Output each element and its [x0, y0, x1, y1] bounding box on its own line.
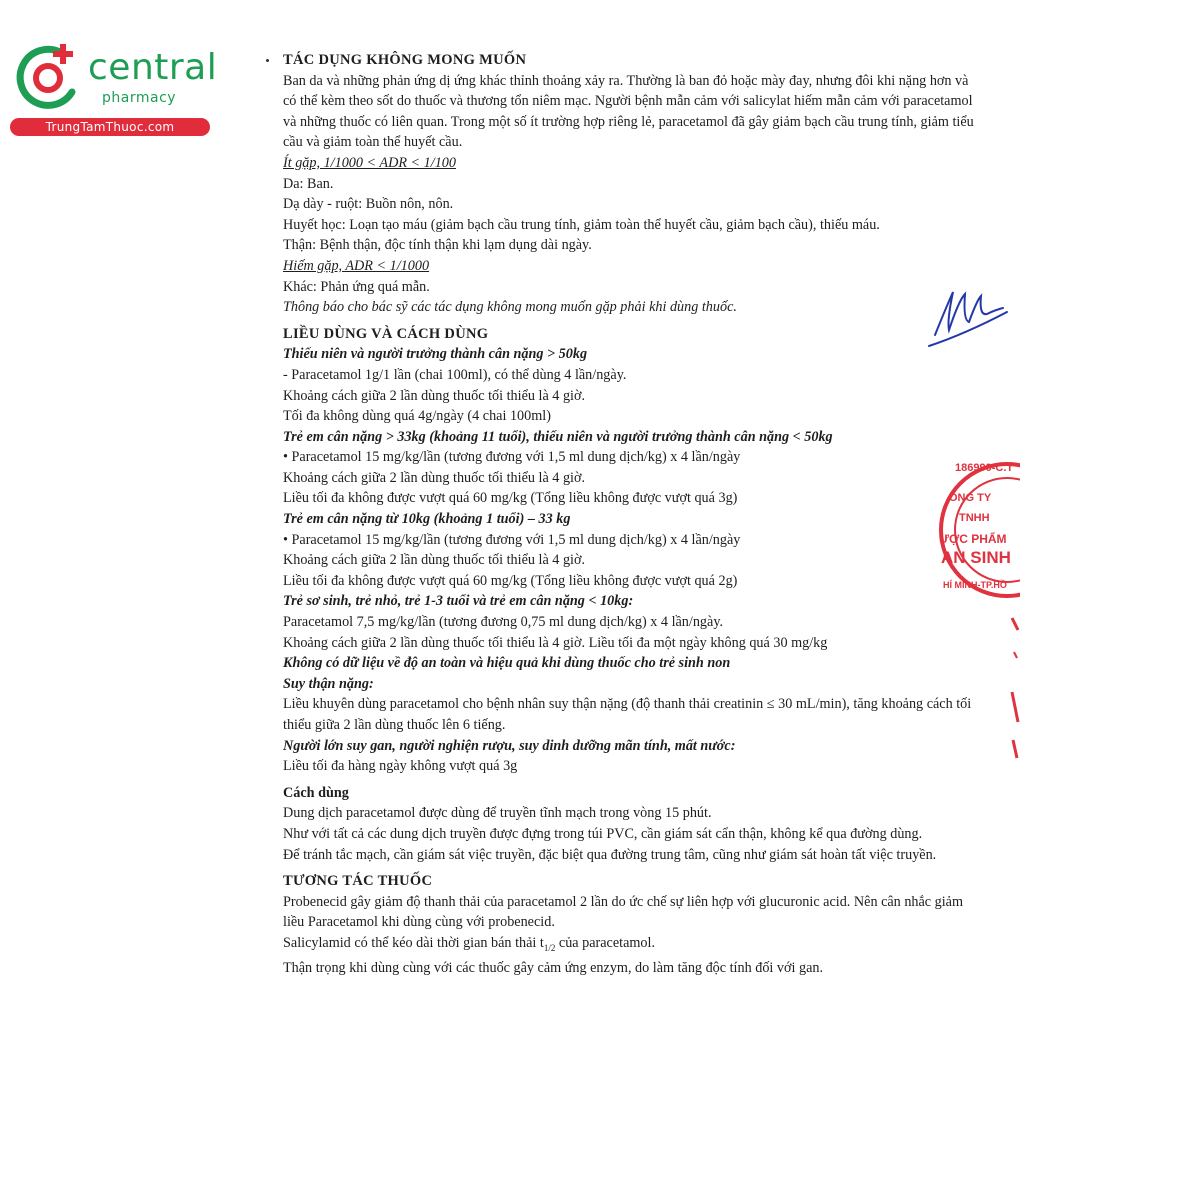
uncommon-heading: Ít gặp, 1/1000 < ADR < 1/100: [283, 154, 456, 171]
usage-line: Để tránh tắc mạch, cần giám sát việc truyền, đặc biệt qua đường trung tâm, cũng như giám sát hoàn tất việc truyền.: [283, 846, 937, 863]
interactions-title: TƯƠNG TÁC THUỐC: [283, 873, 433, 890]
dosage-group-heading: Trẻ em cân nặng > 33kg (khoảng 11 tuổi), thiếu niên và người trưởng thành cân nặng < 50kg: [283, 428, 833, 445]
dosage-line: Khoảng cách giữa 2 lần dùng thuốc tối thiểu là 4 giờ.: [283, 552, 586, 569]
interactions-p2: Salicylamid có thể kéo dài thời gian bán thải $t_{1/2}$ của paracetamol.: [283, 934, 656, 953]
dosage-group-heading: Trẻ sơ sinh, trẻ nhỏ, trẻ 1-3 tuổi và trẻ em cân nặng < 10kg:: [283, 593, 634, 610]
dosage-group-heading: Thiếu niên và người trưởng thành cân nặng > 50kg: [283, 346, 588, 363]
adverse-intro: Ban da và những phản ứng dị ứng khác thỉnh thoảng xảy ra. Thường là ban đỏ hoặc mày đay, nhưng đôi khi nặng hơn và có thể kèm theo sốt do thuốc và thương tổn niêm mạc. Người bệnh mẫn cảm với salicylat hiếm mẫn cảm với paracetamol và những thuốc có liên quan. Trong một số ít trường hợp riêng lẻ, paracetamol đã gây giảm bạch cầu trung tính, giảm tiểu cầu và giảm toàn thể huyết cầu.: [283, 72, 974, 151]
stamp-edge-marks: [1008, 612, 1022, 762]
interactions-p3: Thận trọng khi dùng cùng với các thuốc gây cảm ứng enzym, do làm tăng độc tính đối với gan.: [283, 960, 824, 977]
renal-text: Liều khuyên dùng paracetamol cho bệnh nhân suy thận nặng (độ thanh thải creatinin ≤ 30 mL/min), tăng khoảng cách tối thiểu giữa 2 lần dùng thuốc lên 6 tiếng.: [283, 696, 972, 733]
hepatic-heading: Người lớn suy gan, người nghiện rượu, suy dinh dưỡng mãn tính, mất nước:: [283, 737, 736, 754]
dosage-line: Liều tối đa không được vượt quá 60 mg/kg (Tổng liều không được vượt quá 2g): [283, 572, 738, 589]
dosage-line: - Paracetamol 1g/1 lần (chai 100ml), có thể dùng 4 lần/ngày.: [283, 366, 627, 383]
dosage-line: Liều tối đa không được vượt quá 60 mg/kg (Tổng liều không được vượt quá 3g): [283, 490, 738, 507]
signature: [925, 280, 1010, 350]
uncommon-item: Huyết học: Loạn tạo máu (giảm bạch cầu trung tính, giảm toàn thể huyết cầu, giảm bạch cầu), thiếu máu.: [283, 216, 880, 233]
dosage-line: • Paracetamol 15 mg/kg/lần (tương đương với 1,5 ml dung dịch/kg) x 4 lần/ngày: [283, 531, 741, 548]
dosage-line: Khoảng cách giữa 2 lần dùng thuốc tối thiểu là 4 giờ. Liều tối đa một ngày không quá 30 mg/kg: [283, 634, 828, 651]
brand-name: central: [88, 47, 218, 88]
dosage-line: Khoảng cách giữa 2 lần dùng thuốc tối thiểu là 4 giờ.: [283, 387, 586, 404]
stamp-line: ÔNG TY: [949, 492, 992, 504]
central-pharmacy-logo: [10, 38, 218, 138]
adverse-notice: Thông báo cho bác sỹ các tác dụng không mong muốn gặp phải khi dùng thuốc.: [283, 299, 737, 316]
stamp-line: 186990-C.T: [955, 462, 1014, 474]
adverse-title: TÁC DỤNG KHÔNG MONG MUỐN: [283, 52, 527, 68]
document-body: [283, 50, 983, 979]
dosage-title: LIỀU DÙNG VÀ CÁCH DÙNG: [283, 325, 489, 342]
hepatic-text: Liều tối đa hàng ngày không vượt quá 3g: [283, 758, 518, 775]
premature-note: Không có dữ liệu về độ an toàn và hiệu quả khi dùng thuốc cho trẻ sinh non: [283, 655, 731, 672]
usage-line: Như với tất cả các dung dịch truyền được đựng trong túi PVC, cần giám sát cẩn thận, không kể qua đường dùng.: [283, 825, 923, 842]
stamp-line: HÍ MINH-TP.HỒ: [943, 580, 1007, 590]
company-stamp: [935, 458, 1020, 603]
usage-heading: Cách dùng: [283, 784, 349, 801]
dosage-line: Tối đa không dùng quá 4g/ngày (4 chai 100ml): [283, 408, 551, 425]
renal-heading: Suy thận nặng:: [283, 675, 374, 692]
uncommon-item: Da: Ban.: [283, 175, 334, 192]
stamp-line: TNHH: [959, 512, 990, 524]
pharmacy-cross-icon: [10, 38, 90, 118]
brand-subtitle: pharmacy: [102, 90, 177, 106]
usage-line: Dung dịch paracetamol được dùng để truyền tĩnh mạch trong vòng 15 phút.: [283, 805, 712, 822]
rare-item: Khác: Phản ứng quá mẫn.: [283, 278, 430, 295]
uncommon-item: Thận: Bệnh thận, độc tính thận khi lạm dụng dài ngày.: [283, 237, 592, 254]
dosage-line: Paracetamol 7,5 mg/kg/lần (tương đương 0,75 ml dung dịch/kg) x 4 lần/ngày.: [283, 614, 724, 631]
interactions-p1: Probenecid gây giảm độ thanh thải của paracetamol 2 lần do ức chế sự liên hợp với glucuronic acid. Nên cân nhắc giảm liều Paracetamol khi dùng cùng với probenecid.: [283, 893, 964, 931]
brand-website[interactable]: TrungTamThuoc.com: [10, 118, 210, 136]
rare-heading: Hiếm gặp, ADR < 1/1000: [283, 257, 430, 274]
dosage-group-heading: Trẻ em cân nặng từ 10kg (khoảng 1 tuổi) – 33 kg: [283, 511, 571, 528]
stamp-line: AN SINH: [941, 548, 1011, 567]
dosage-line: Khoảng cách giữa 2 lần dùng thuốc tối thiểu là 4 giờ.: [283, 469, 586, 486]
dosage-line: • Paracetamol 15 mg/kg/lần (tương đương với 1,5 ml dung dịch/kg) x 4 lần/ngày: [283, 449, 741, 466]
stamp-line: ƯỢC PHẨM: [939, 532, 1007, 546]
uncommon-item: Dạ dày - ruột: Buồn nôn, nôn.: [283, 196, 454, 213]
margin-mark: [266, 59, 269, 62]
